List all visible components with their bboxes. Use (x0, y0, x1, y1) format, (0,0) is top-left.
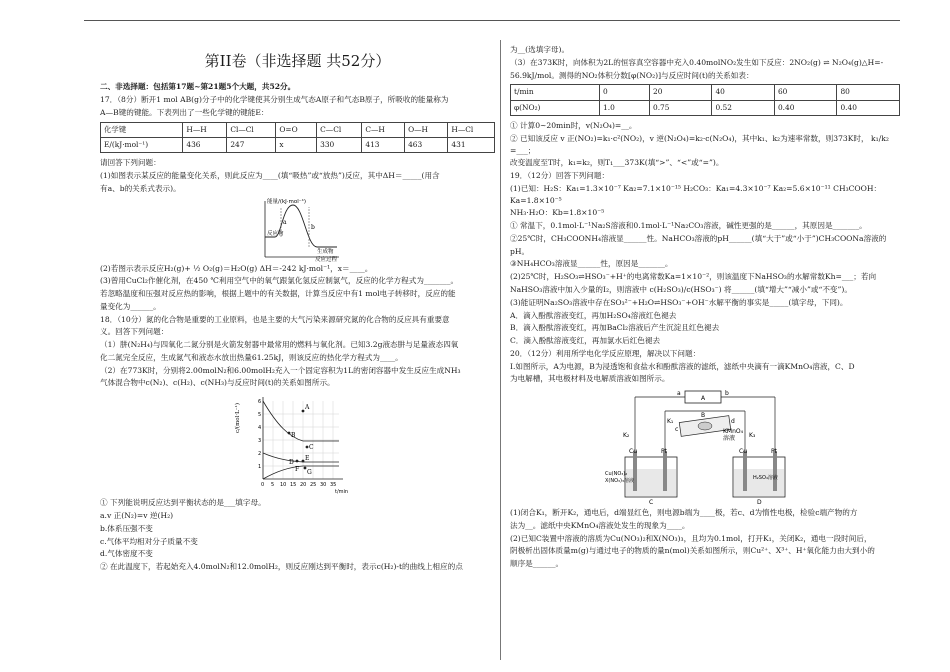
table-cell: x (276, 137, 317, 152)
reactant-label: 反应物 (266, 230, 284, 237)
q18-sub1: ① 下列能说明反应达到平衡状态的是___填字母。 (100, 498, 266, 508)
solution-c-1: Cu(NO₃)₂ (605, 471, 628, 478)
q18-part1a: （1）肼(N₂H₄)与四氧化二氮分别是火箭发射器中最常用的燃料与氧化剂。已知3.2g液态肼与足量液态四氧 (100, 340, 459, 350)
r-line-4: ② 已知该反应 v 正(NO₂)=k₁·c²(NO₂)，v 逆(N₂O₄)=k₂·c(N₂O₄)，其中k₁、k₂为速率常数，则373K时， k₁/k₂ =___； (510, 133, 889, 155)
label-K3: K₃ (749, 432, 756, 440)
r-line-15: Ⅰ.如图所示，A为电源，B为浸透饱和食盐水和酚酞溶液的滤纸，滤纸中央滴有一滴KMnO₄溶液，C、D (510, 361, 855, 371)
r-line-11: ③NH₄HCO₃溶液显______性，原因是_______。 (510, 259, 673, 269)
xtick: 15 (289, 482, 296, 489)
ytick: 4 (257, 425, 261, 432)
q17-part3b: 若忽略温度和压强对反应热的影响，根据上题中的有关数据，计算当反应中有1 mol电子转移时，反应的能 (100, 289, 456, 299)
r-line-10: pH。 (510, 246, 530, 256)
q18-opt-a: a.v 正(N₂)=v 逆(H₂) (100, 510, 174, 520)
q18-stem-2: 义。回答下列问题： (100, 327, 169, 337)
column-divider (500, 40, 501, 660)
q17-stem-2: A—B键的键能。下表列出了一些化学键的键能E： (100, 107, 269, 117)
r-line-5: 改变温度至T时，k₁=k₂，则T₁___373K(填“>”、“<”或“=”)。 (510, 158, 724, 168)
graph-xlabel: t/min (334, 489, 348, 496)
solution-d: H₂SO₄溶液 (753, 475, 778, 482)
table-cell: 0.75 (650, 100, 712, 115)
q20-heading: 20．（12分）利用所学电化学反应原理，解决以下问题： (510, 348, 701, 358)
electrode-pt-1: Pt (661, 448, 667, 456)
point-D: D (288, 459, 294, 467)
table-cell: 20 (650, 85, 712, 100)
r-line-14: (3)能证明Na₂SO₃溶液中存在SO₃²⁻+H₂O⇌HSO₃⁻+OH⁻水解平衡的事实是_____(填字母，下同)。 (510, 297, 848, 307)
right-column (510, 44, 900, 571)
point-F: F (294, 466, 299, 474)
table-cell: C—Cl (317, 122, 362, 137)
electrolysis-apparatus (605, 387, 805, 505)
q18-opt-b: b.体系压强不变 (100, 523, 153, 533)
q18-stem-1: 18．（10分）氮的化合物是重要的工业原料，也是主要的大气污染来源研究氮的化合物的反应具有重要意 (100, 314, 450, 324)
label-K1: K₁ (667, 418, 674, 426)
point-A: A (304, 404, 309, 412)
energy-ylabel: 能量/(kJ·mol⁻¹) (266, 198, 306, 205)
table-cell: 40 (712, 85, 774, 100)
ytick: 2 (257, 451, 261, 458)
q17-part1a: (1)如图表示某反应的能量变化关系，则此反应为____(填“吸热”或“放热”)反应，其中ΔH＝_____(用含 (100, 171, 440, 181)
table-cell: H—H (183, 122, 227, 137)
q18-sub2: ② 在此温度下，若起始充入4.0molN₂和12.0molH₂，则反应刚达到平衡时，表示c(H₂)-t的曲线上相应的点 (100, 562, 463, 572)
table-cell: 247 (227, 137, 276, 152)
top-rule (84, 20, 900, 21)
table-cell: 0.40 (774, 100, 836, 115)
r-line-3: ① 计算0~20min时，v(N₂O₄)=__。 (510, 121, 637, 131)
energy-diagram (253, 197, 343, 261)
table-cell: 413 (362, 137, 405, 152)
label-A: A (701, 395, 706, 403)
table-cell: 80 (837, 85, 900, 100)
point-B: B (290, 432, 295, 440)
ytick: 3 (257, 438, 261, 445)
table-cell: H—Cl (448, 122, 495, 137)
r-line-21: 顺序是______。 (510, 559, 564, 569)
label-kmno4-solution: 溶液 (723, 435, 736, 443)
r-line-7: NH₃·H₂O：Kb=1.8×10⁻⁵ (510, 208, 605, 218)
r-line-12: (2)25℃时，H₂SO₃⇌HSO₃⁻+H⁺的电离常数Ka=1×10⁻²，则该温度下NaHSO₃的水解常数Kh=___；若向 (510, 272, 877, 282)
r-line-20: 阴极析出固体质量m(g)与通过电子的物质的量n(mol)关系如图所示，则Cu²⁺、X³⁺、H⁺氧化能力由大到小的 (510, 546, 875, 556)
r-line-9: ②25℃时，CH₃COONH₄溶液显______性。NaHCO₃溶液的pH______(填“大于”或“小于”)CH₃COONa溶液的 (510, 233, 887, 243)
electrode-cu-2: Cu (739, 448, 747, 456)
q19-opt-c: C．滴入酚酞溶液变红，再加氯水后红色褪去 (510, 336, 661, 346)
xtick: 20 (299, 482, 306, 489)
r-line-1: （3）在373K时，向体积为2L的恒容真空容器中充入0.40molNO₂发生如下反应：2NO₂(g) ⇌ N₂O₄(g)△H=- (510, 57, 884, 67)
table-cell: 0 (600, 85, 650, 100)
q19-opt-b: B．滴入酚酞溶液变红，再加BaCl₂溶液后产生沉淀且红色褪去 (510, 323, 720, 333)
table-cell: 436 (183, 137, 227, 152)
no2-table (510, 84, 900, 116)
q17-part1b: 有a、b的关系式表示)。 (100, 183, 181, 193)
q17-part2: (2)若图示表示反应H₂(g)+ ½ O₂(g)＝H₂O(g) ΔH＝-242 kJ·mol⁻¹，x＝____。 (100, 263, 373, 273)
xtick: 0 (260, 482, 264, 489)
ytick: 5 (257, 412, 261, 419)
table-cell: φ(NO₂) (511, 100, 600, 115)
xtick: 35 (329, 482, 336, 489)
q18-opt-d: d.气体密度不变 (100, 549, 153, 559)
label-b: b (725, 390, 729, 398)
table-cell: Cl—Cl (227, 122, 276, 137)
q19-heading: 19．（12分）回答下列问题： (510, 171, 610, 181)
label-kmno4: KMnO₄ (723, 428, 744, 436)
bond-energy-table (100, 122, 495, 154)
q17-part3c: 量变化为______。 (100, 301, 161, 311)
q18-opt-c: c.气体平均相对分子质量不变 (100, 536, 198, 546)
label-c: c (675, 426, 679, 434)
electrode-cu-1: Cu (629, 448, 637, 456)
product-label: 生成物 (316, 248, 334, 255)
r-line-19: (2)已知C装置中溶液的溶质为Cu(NO₃)₂和X(NO₃)₃，且均为0.1mol，打开K₁，关闭K₂，通电一段时间后， (510, 533, 872, 543)
electrode-pt-2: Pt (771, 448, 777, 456)
process-label: 反应过程 (314, 256, 337, 263)
xtick: 5 (270, 482, 274, 489)
r-line-8: ① 常温下，0.1mol·L⁻¹Na₂S溶液和0.1mol·L⁻¹Na₂CO₃溶液，碱性更强的是______，其原因是_______。 (510, 221, 867, 231)
ytick: 1 (257, 464, 261, 471)
xtick: 30 (319, 482, 326, 489)
label-K2: K₂ (623, 432, 630, 440)
table-cell: 化学键 (101, 122, 183, 137)
table-cell: 463 (405, 137, 448, 152)
q19-opt-a: A．滴入酚酞溶液变红，再加H₂SO₄溶液红色褪去 (510, 310, 677, 320)
graph-ylabel: c/(mol·L⁻¹) (234, 403, 241, 434)
r-line-18: 法为__。滤纸中央KMnO₄溶液处发生的现象为____。 (510, 520, 690, 530)
table-row (101, 122, 495, 137)
page-title: 第II卷（非选择题 共52分） (204, 52, 391, 70)
label-B: B (701, 412, 706, 420)
label-a: a (677, 390, 681, 398)
r-line-16: 为电解槽，其电极材料及电解质溶液如图所示。 (510, 374, 670, 384)
q17-ask: 请回答下列问题： (100, 158, 161, 168)
q18-part2a: （2）在773K时，分别将2.00molN₂和6.00molH₂充入一个固定容积为1L的密闭容器中发生反应生成NH₃ (100, 365, 461, 375)
table-cell: 1.0 (600, 100, 650, 115)
r-line-6: (1)已知：H₂S：Ka₁=1.3×10⁻⁷ Ka₂=7.1×10⁻¹⁵ H₂CO₃：Ka₁=4.3×10⁻⁷ Ka₂=5.6×10⁻¹¹ CH₃COOH：Ka=1.8×10⁻⁵ (510, 183, 882, 205)
label-D: D (757, 499, 762, 507)
r-line-17: (1)闭合K₁，断开K₂，通电后，d端显红色，则电源b端为____极，若c、d为惰性电极，检验c端产物的方 (510, 508, 858, 518)
table-row (511, 85, 900, 100)
point-G: G (306, 469, 312, 477)
q18-part2b: 气体混合物中c(N₂)、c(H₂)、c(NH₃)与反应时间(t)的关系如图所示。 (100, 378, 335, 388)
r-line-13: NaHSO₃溶液中加入少量的I₂，则溶液中 c(H₂SO₃)/c(HSO₃⁻) 将______(填“增大”“减小”或“不变”)。 (510, 284, 852, 294)
left-column (100, 40, 495, 574)
table-row (101, 137, 495, 152)
q17-part3a: (3)曾用CuCl₂作催化剂，在450 ℃利用空气中的氧气跟氯化氢反应制氯气，反应的化学方程式为_______。 (100, 276, 459, 286)
r-line-0: 为__(选填字母)。 (510, 45, 570, 54)
table-cell: E/(kJ·mol⁻¹) (101, 137, 183, 152)
label-a: a (282, 218, 287, 226)
r-line-2: 56.9kJ/mol。测得的NO₂体积分数[φ(NO₂)]与反应时间(t)的关系如表： (510, 70, 754, 80)
label-C: C (649, 499, 654, 507)
ytick: 6 (257, 399, 261, 406)
xtick: 10 (279, 482, 286, 489)
q17-stem-1: 17．（8分）断开1 mol AB(g)分子中的化学键使其分别生成气态A原子和气态B原子，所吸收的能量称为 (100, 95, 449, 105)
section-heading: 二、非选择题：包括第17题~第21题5个大题，共52分。 (100, 82, 296, 92)
xtick: 25 (309, 482, 316, 489)
table-cell: C—H (362, 122, 405, 137)
label-b: b (310, 223, 315, 231)
table-cell: 330 (317, 137, 362, 152)
concentration-time-graph (234, 391, 353, 496)
q18-part1b: 化二氮完全反应，生成氮气和液态水放出热量61.25kJ，则该反应的热化学方程式为____。 (100, 352, 403, 362)
table-cell: O=O (276, 122, 317, 137)
table-cell: 0.52 (712, 100, 774, 115)
table-cell: 0.40 (837, 100, 900, 115)
label-d: d (731, 418, 735, 426)
solution-c-2: X(NO₃)₃溶液 (605, 478, 635, 485)
point-C: C (308, 444, 314, 452)
table-cell: 431 (448, 137, 495, 152)
table-cell: t/min (511, 85, 600, 100)
table-row (511, 100, 900, 115)
table-cell: O—H (405, 122, 448, 137)
table-cell: 60 (774, 85, 836, 100)
point-E: E (304, 455, 309, 463)
